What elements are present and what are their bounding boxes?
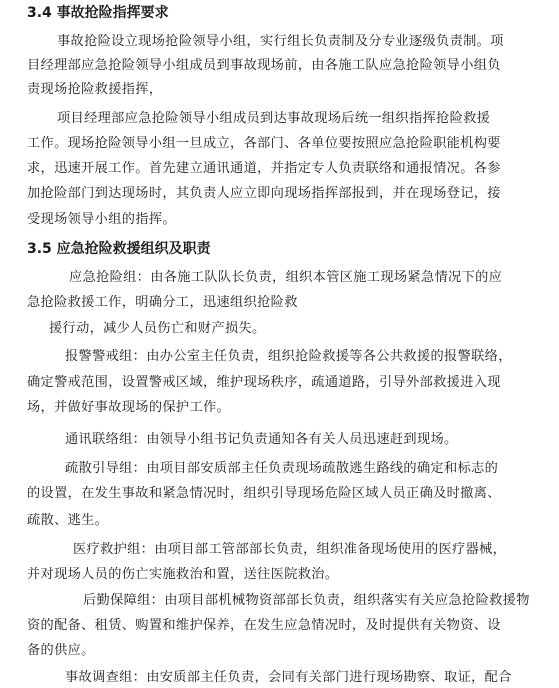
paragraph-line: 备的供应。 bbox=[27, 643, 95, 658]
paragraph-line: 工作。现场抢险领导小组一旦成立，各部门、各单位要按照应急抢险职能机构要 bbox=[27, 136, 501, 151]
paragraph-line: 资的配备、租赁、购置和维护保养，在发生应急情况时，及时提供有关物资、设 bbox=[27, 618, 501, 633]
paragraph-line: 受现场领导小组的指挥。 bbox=[27, 212, 176, 227]
paragraph-line: 医疗救护组：由项目部工管部部长负责，组织准备现场使用的医疗器械， bbox=[73, 542, 507, 557]
paragraph-line: 确定警戒范围，设置警戒区域，维护现场秩序，疏通道路，引导外部救援进入现 bbox=[27, 375, 501, 390]
section-3-4-heading: 3.4 事故抢险指挥要求 bbox=[27, 5, 169, 21]
paragraph-line: 加抢险部门到达现场时，其负责人应立即向现场指挥部报到，并在现场登记，接 bbox=[27, 186, 501, 201]
paragraph-line: 疏散、逃生。 bbox=[27, 513, 109, 528]
paragraph-line: 疏散引导组：由项目部安质部主任负责现场疏散逃生路线的确定和标志的 bbox=[65, 461, 499, 476]
paragraph-line: 事故调查组：由安质部主任负责，会同有关部门进行现场勘察、取证，配合 bbox=[65, 670, 512, 685]
paragraph-line: 的设置，在发生事故和紧急情况时，组织引导现场危险区域人员正确及时撤离、 bbox=[27, 486, 501, 501]
paragraph-line: 责现场抢险救援指挥， bbox=[27, 82, 163, 97]
paragraph-line: 场，并做好事故现场的保护工作。 bbox=[27, 400, 231, 415]
paragraph-line: 目经理部应急抢险领导小组成员到事故现场前，由各施工队应急抢险领导小组负 bbox=[27, 58, 501, 73]
paragraph-line: 援行动，减少人员伤亡和财产损失。 bbox=[49, 321, 266, 336]
section-3-5-heading: 3.5 应急抢险救援组织及职责 bbox=[27, 241, 211, 257]
paragraph-line: 急抢险救援工作，明确分工，迅速组织抢险救 bbox=[27, 295, 298, 310]
paragraph-line: 项目经理部应急抢险领导小组成员到达事故现场后统一组织指挥抢险救援 bbox=[57, 111, 491, 126]
paragraph-line: 求，迅速开展工作。首先建立通讯通道，并指定专人负责联络和通报情况。各参 bbox=[27, 161, 501, 176]
paragraph-line: 应急抢险组：由各施工队队长负责，组织本管区施工现场紧急情况下的应 bbox=[69, 270, 503, 285]
paragraph-line: 报警警戒组：由办公室主任负责，组织抢险救援等各公共救援的报警联络， bbox=[65, 349, 512, 364]
paragraph-line: 事故抢险设立现场抢险领导小组，实行组长负责制及分专业逐级负责制。项 bbox=[57, 34, 504, 49]
paragraph-line: 通讯联络组：由领导小组书记负责通知各有关人员迅速赶到现场。 bbox=[65, 432, 458, 447]
paragraph-line: 后勤保障组：由项目部机械物资部部长负责，组织落实有关应急抢险救援物 bbox=[83, 593, 530, 608]
paragraph-line: 并对现场人员的伤亡实施救治和置，送往医院救治。 bbox=[27, 567, 339, 582]
